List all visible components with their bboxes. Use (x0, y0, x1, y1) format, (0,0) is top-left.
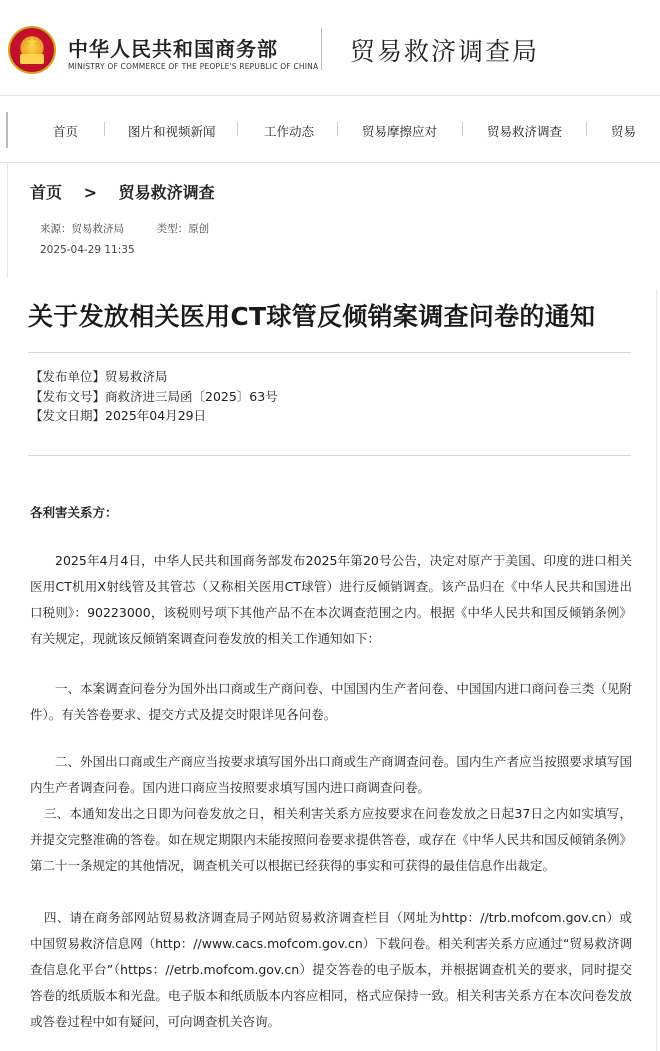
salutation: 各利害关系方： (30, 505, 118, 520)
source-value: 贸易救济局 (71, 223, 124, 235)
breadcrumb-home[interactable]: 首页 (30, 183, 63, 202)
ministry-name-cn[interactable]: 中华人民共和国商务部 (68, 37, 278, 61)
bureau-name[interactable]: 贸易救济调查局 (350, 37, 540, 66)
site-header (0, 0, 660, 95)
divider (28, 352, 631, 353)
nav-divider (237, 122, 238, 136)
type-label: 类型： (156, 223, 189, 235)
nav-item-work-updates[interactable]: 工作动态 (264, 124, 315, 139)
paragraph-item-4: 四、请在商务部网站贸易救济调查局子网站贸易救济调查栏目（网址为http：//trb.mofcom.gov.cn）或中国贸易救济信息网（http：//www.cacs.mofcom.gov.cn）下载问卷。相关利害关系方应通过“贸易救济调查信息化平台”（https：//etrb.mofcom.gov.cn）提交答卷的电子版本，并根据调查机关的要求，同时提交答卷的纸质版本和光盘。电子版本和纸质版本内容应相同，格式应保持一致。相关利害关系方在本次问卷发放或答卷过程中如有疑问，可向调查机关咨询。 (30, 910, 632, 1029)
breadcrumb-separator: > (83, 183, 97, 202)
national-emblem-icon[interactable]: ★ (8, 26, 56, 74)
nav-item-media-news[interactable]: 图片和视频新闻 (128, 124, 216, 139)
paragraph-intro: 2025年4月4日，中华人民共和国商务部发布2025年第20号公告，决定对原产于美国、印度的进口相关医用CT机用X射线管及其管芯（又称相关医用CT球管）进行反倾销调查。该产品归在《中华人民共和国进出口税则》：90223000，该税则号项下其他产品不在本次调查范围之内。根据《中华人民共和国反倾销条例》有关规定，现就该反倾销案调查问卷发放的相关工作通知如下： (30, 553, 632, 646)
nav-item-trade-remedy[interactable]: 贸易救济调查 (487, 124, 563, 139)
issuing-unit: 【发布单位】贸易救济局 (30, 369, 168, 384)
article-meta (40, 221, 209, 236)
content-border-right (656, 290, 660, 1051)
content-border-left (0, 163, 8, 278)
nav-divider (337, 122, 338, 136)
paragraph-item-1: 一、本案调查问卷分为国外出口商或生产商问卷、中国国内生产者问卷、中国国内进口商问卷三类（见附件）。有关答卷要求、提交方式及提交时限详见各问卷。 (30, 681, 632, 722)
nav-item-trade-friction[interactable]: 贸易摩擦应对 (362, 124, 438, 139)
type-value: 原创 (188, 223, 210, 235)
ministry-name-en: MINISTRY OF COMMERCE OF THE PEOPLE'S REPUBLIC OF CHINA (68, 62, 319, 71)
header-divider (321, 28, 322, 70)
nav-edge-bar (6, 112, 8, 148)
publish-datetime: 2025-04-29 11:35 (40, 244, 135, 256)
issue-date: 【发文日期】2025年04月29日 (30, 408, 207, 423)
main-nav (0, 95, 660, 163)
nav-divider (586, 122, 587, 136)
divider (28, 455, 631, 456)
paragraph-item-3: 三、本通知发出之日即为问卷发放之日，相关利害关系方应按要求在问卷发放之日起37日之内如实填写，并提交完整准确的答卷。如在规定期限内未能按照问卷要求提供答卷，或存在《中华人民共和国反倾销条例》第二十一条规定的其他情况，调查机关可以根据已经获得的事实和可获得的最佳信息作出裁定。 (30, 806, 632, 873)
breadcrumb-current[interactable]: 贸易救济调查 (118, 183, 215, 202)
article-title: 关于发放相关医用CT球管反倾销案调查问卷的通知 (28, 302, 596, 331)
breadcrumb (30, 180, 231, 203)
nav-divider (462, 122, 463, 136)
nav-item-home[interactable]: 首页 (53, 124, 79, 139)
paragraph-item-2: 二、外国出口商或生产商应当按要求填写国外出口商或生产商调查问卷。国内生产者应当按照要求填写国内生产者调查问卷。国内进口商应当按照要求填写国内进口商调查问卷。 (30, 754, 632, 795)
nav-item-trade-more[interactable]: 贸易 (611, 124, 637, 139)
source-label: 来源： (40, 223, 72, 235)
nav-divider (104, 122, 105, 136)
document-number: 【发布文号】商救济进三局函〔2025〕63号 (30, 389, 278, 404)
